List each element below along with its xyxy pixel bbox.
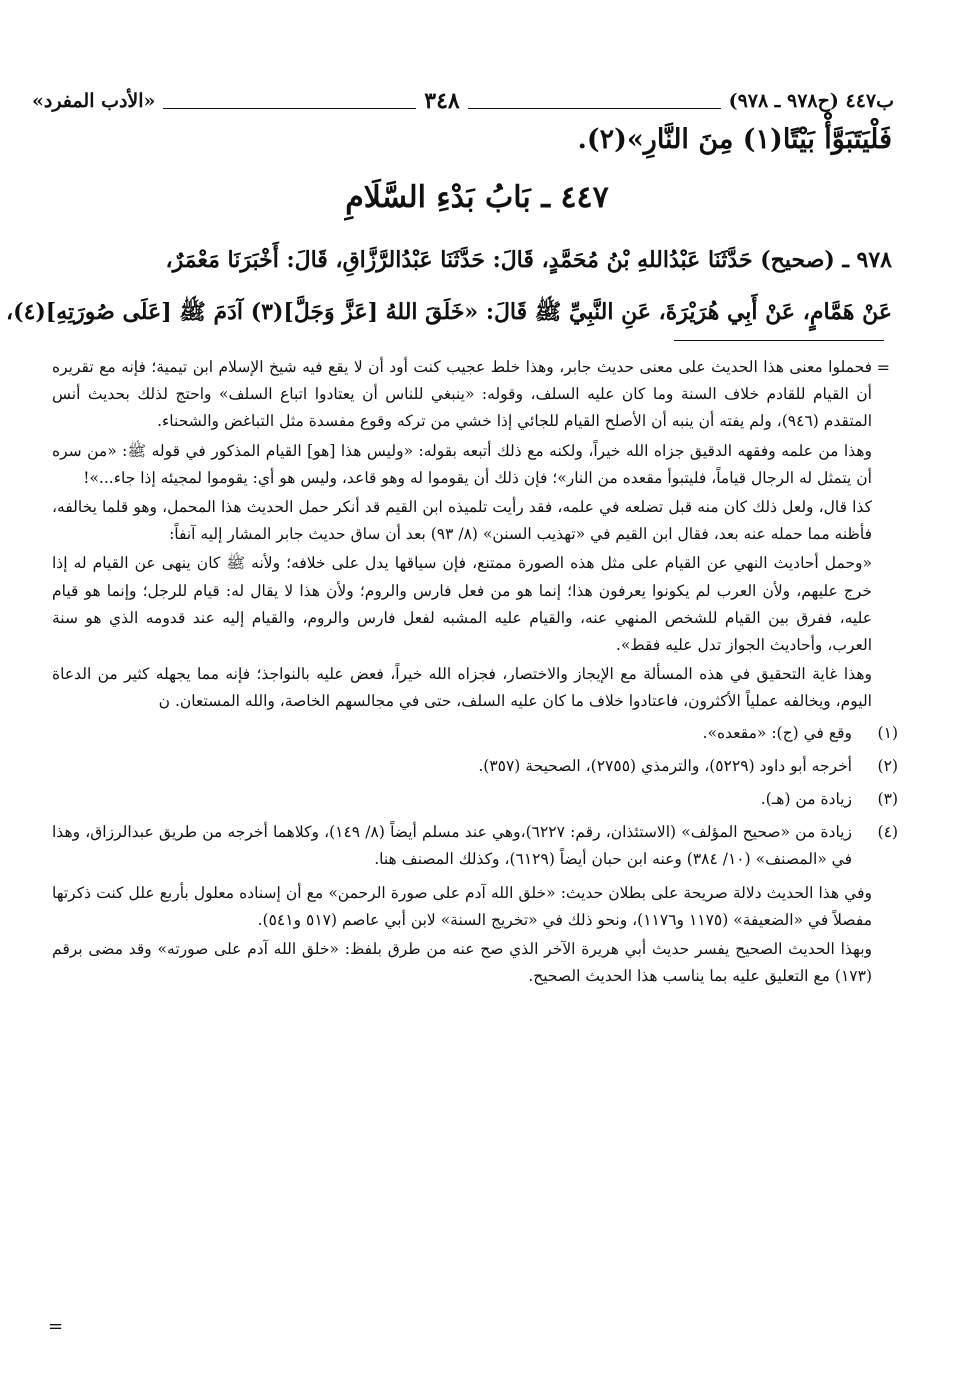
continuation-mark-top: = [876, 358, 890, 377]
commentary-paragraph: كذا قال، ولعل ذلك كان منه قبل تضلعه في علمه، فقد رأيت تلميذه ابن القيم قد أنكر حمل الحديث هذا المحمل، وهو قلما يخالفه، فأظنه مما حمله عنه بعد، فقال ابن القيم في «تهذيب السنن» (٨/ ٩٣) بعد أن ساق حديث جابر المشار إليه آنفاً: [52, 498, 872, 544]
header-chapter-range: ب٤٤٧ (ح٩٧٨ ـ ٩٧٨) [728, 90, 894, 112]
closing-paragraph: وبهذا الحديث الصحيح يفسر حديث أبي هريرة الآخر الذي صح عنه من طرق بلفظ: «خلق الله آدم على صورته» وقد مضى برقم (١٧٣) مع التعليق عليه بما يناسب هذا الحديث الصحيح. [52, 940, 872, 986]
commentary-paragraph: وهذا غاية التحقيق في هذه المسألة مع الإيجاز والاختصار، فجزاه الله خيراً، فعض عليه بالنواجذ؛ فإنه مما يجهله كثير من الدعاة اليوم، ويخالفه عملياً الأكثرون، فاعتادوا خلاف ما كان عليه السلف، حتى في مجالسهم الخاصة، والله المستعان. ن [52, 665, 872, 711]
continuation-mark-bottom: = [48, 1316, 64, 1337]
footnotes-area [52, 354, 898, 992]
commentary-quote: «وحمل أحاديث النهي عن القيام على مثل هذه الصورة ممتنع، فإن سياقها يدل على خلافه؛ ولأنه ﷺ كان ينهى عن القيام له إذا خرج عليهم، ولأن العرب لم يكونوا يعرفون هذا؛ إنما هو من فعل فارس والروم؛ ولأن هذا لا يقال له: قيام للرجل؛ وإنما هو قيام عليه، ففرق بين القيام للشخص المنهي عنه، والقيام عليه المشبه لفعل فارس والروم، والقيام إليه عند قدومه الذي هو سنة العرب، وأحاديث الجواز تدل عليه فقط». [52, 554, 872, 655]
running-header [32, 86, 894, 116]
footnote-number: (٣) [877, 790, 898, 809]
footnote-item [52, 753, 898, 780]
footnote-list [52, 720, 898, 874]
closing-paragraph: وفي هذا الحديث دلالة صريحة على بطلان حديث: «خلق الله آدم على صورة الرحمن» مع أن إسناده معلول بأربع علل كنت ذكرتها مفصلاً في «الضعيفة» (١١٧٥ و١١٧٦)، ونحو ذلك في «تخريج السنة» لابن أبي عاصم (٥١٧ و٥٤١). [52, 883, 872, 929]
footnote-separator [674, 340, 884, 341]
footnote-item [52, 819, 898, 873]
hadith-line: عَنْ هَمَّامٍ، عَنْ أَبِي هُرَيْرَةَ، عَنِ النَّبِيِّ ﷺ قَالَ: «خَلَقَ اللهُ [عَزَّ وَجَلَّ](٣) آدَمَ ﷺ [عَلَى صُورَتِهِ](٤)، [6, 299, 892, 325]
footnote-text: زيادة من (هـ). [760, 790, 852, 809]
chapter-title: ٤٤٧ ـ بَابُ بَدْءِ السَّلَامِ [345, 180, 609, 215]
footnote-number: (٤) [877, 823, 898, 842]
footnote-number: (١) [877, 723, 898, 742]
commentary-paragraph: وهذا من علمه وفقهه الدقيق جزاه الله خيراً، ولكنه مع ذلك أتبعه بقوله: «وليس هذا [هو] القيام المذكور في قوله ﷺ: «من سره أن يتمثل له الرجال قياماً، فليتبوأ مقعده من النار»؛ فإن ذلك أن يقوموا له وهو قاعد، وليس هو أي: يقوموا لمجيئه إذا جاء...»! [52, 441, 872, 487]
page-number: ٣٤٨ [424, 88, 460, 114]
hadith-line: ٩٧٨ ـ (صحيح) حَدَّثَنَا عَبْدُاللهِ بْنُ مُحَمَّدٍ، قَالَ: حَدَّثَنَا عَبْدُالرَّزَّاقِ، قَالَ: أَخْبَرَنَا مَعْمَرٌ، [165, 247, 892, 273]
footnote-item [52, 786, 898, 813]
previous-hadith-ending: فَلْيَتَبَوَّأْ بَيْتًا(١) مِنَ النَّارِ»(٢). [577, 124, 892, 155]
header-rule [163, 94, 416, 109]
commentary-paragraph: فحملوا معنى هذا الحديث على معنى حديث جابر، وهذا خلط عجيب كنت أود أن لا يقع فيه شيخ الإسلام ابن تيمية؛ فإنه مع تقريره أن القيام للقادم خلاف السنة وما كان عليه السلف، وقوله: «ينبغي للناس أن يعتادوا اتباع السلف» واحتج لذلك بحديث أنس المتقدم (٩٤٦)، ولم يفته أن ينبه أن الأصلح القيام للجائي إذا خشي من تركه وقوع مفسدة مثل التباغض والشحناء. [52, 358, 872, 431]
footnote-number: (٢) [877, 756, 898, 775]
footnote-text: وقع في (ج): «مقعده». [702, 723, 852, 742]
footnote-text: أخرجه أبو داود (٥٢٢٩)، والترمذي (٢٧٥٥)، الصحيحة (٣٥٧). [478, 756, 852, 775]
hadith-text [6, 234, 892, 338]
header-rule [468, 94, 721, 109]
footnote-item [52, 720, 898, 747]
book-title: «الأدب المفرد» [31, 90, 156, 112]
footnote-text: زيادة من «صحيح المؤلف» (الاستئذان، رقم: ٦٢٢٧)،وهي عند مسلم أيضاً (٨/ ١٤٩)، وكلاهما أخرجه من طريق عبدالرزاق، وهذا في «المصنف» (١٠/ ٣٨٤) وعنه ابن حبان أيضاً (٦١٢٩)، وكذلك المصنف هنا. [52, 823, 852, 869]
